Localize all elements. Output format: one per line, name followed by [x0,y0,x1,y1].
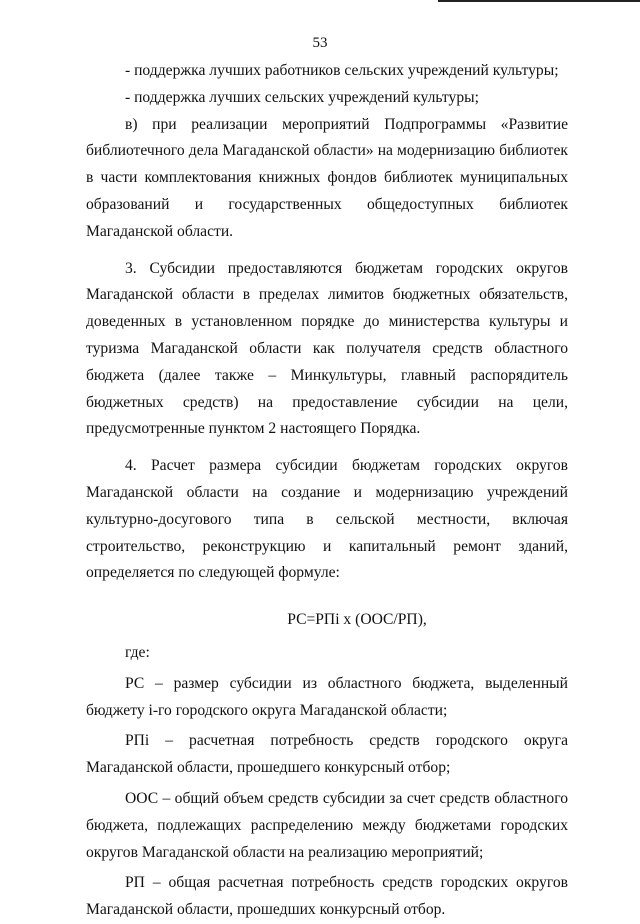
bullet-item-workers: - поддержка лучших работников сельских учреждений культуры; [125,62,559,79]
paragraph-4-calculation: 4. Расчет размера субсидии бюджетам городских округов Магаданской области на создание и модернизацию учреждений культурно-досугового типа в сельской местности, включая строительство, реконструкцию и капитальный ремонт зданий, определяется по следующей формуле: [86,457,568,582]
bullet-item-institutions: - поддержка лучших сельских учреждений культуры; [125,88,479,106]
paragraph-3-subsidies: 3. Субсидии предоставляются бюджетам городских округов Магаданской области в пределах лимитов бюджетных обязательств, доведенных в установленном порядке до министерства культуры и туризма Магаданской области как получателя средств областного бюджета (далее также – Минкультуры, главный распорядитель бюджетных средств) на предоставление субсидии на цели, предусмотренные пунктом 2 настоящего Порядка. [86,259,568,438]
definition-rs: РС – размер субсидии из областного бюджета, выделенный бюджету i-го городского округа Магаданской области; [86,674,568,719]
page-number: 53 [312,35,328,51]
document-body [86,58,568,924]
subsidy-formula: РС=РПi х (ООС/РП), [287,611,427,629]
formula-where-label: где: [125,643,150,661]
definition-rpi: РПi – расчетная потребность средств городского округа Магаданской области, прошедшего конкурсный отбор; [86,732,568,777]
paragraph-subprogram-libraries: в) при реализации мероприятий Подпрограммы «Развитие библиотечного дела Магаданской области» на модернизацию библиотек в части комплектования книжных фондов библиотек муниципальных образований и государственных общедоступных библиотек Магаданской области. [86,115,568,240]
definition-rp: РП – общая расчетная потребность средств городских округов Магаданской области, прошедших конкурсный отбор. [86,874,568,919]
definition-oos: ООС – общий объем средств субсидии за счет средств областного бюджета, подлежащих распределению между бюджетами городских округов Магаданской области на реализацию мероприятий; [86,789,568,861]
top-edge-rule [438,0,640,2]
